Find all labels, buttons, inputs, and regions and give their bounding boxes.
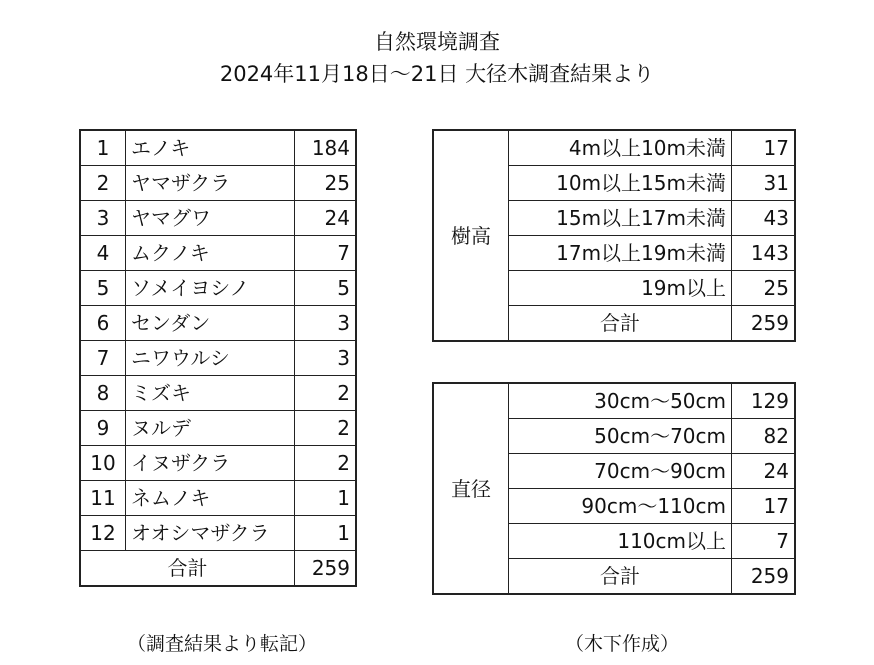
category-label: 樹高 [433, 130, 509, 341]
table-row [433, 130, 795, 166]
total-count: 259 [732, 559, 796, 595]
species-name: イヌザクラ [126, 446, 295, 481]
total-count: 259 [295, 551, 357, 587]
height-table [432, 129, 796, 342]
species-count: 1 [295, 481, 357, 516]
total-count: 259 [732, 306, 796, 342]
species-number: 1 [80, 130, 126, 166]
species-count: 25 [295, 166, 357, 201]
range-label: 70cm〜90cm [509, 454, 732, 489]
document-subtitle: 2024年11月18日〜21日 大径木調査結果より [219, 62, 655, 86]
species-name: ヤマグワ [126, 201, 295, 236]
species-number: 10 [80, 446, 126, 481]
species-name: オオシマザクラ [126, 516, 295, 551]
range-count: 17 [732, 489, 796, 524]
total-label: 合計 [509, 559, 732, 595]
document-title: 自然環境調査 [374, 30, 500, 54]
species-number: 11 [80, 481, 126, 516]
range-label: 10m以上15m未満 [509, 166, 732, 201]
range-label: 4m以上10m未満 [509, 130, 732, 166]
species-count: 2 [295, 376, 357, 411]
species-number: 4 [80, 236, 126, 271]
species-count: 3 [295, 306, 357, 341]
source-note: （調査結果より転記） [127, 633, 318, 655]
table-row [80, 236, 356, 271]
table-row [80, 446, 356, 481]
species-name: ソメイヨシノ [126, 271, 295, 306]
range-count: 31 [732, 166, 796, 201]
table-row [80, 516, 356, 551]
range-count: 82 [732, 419, 796, 454]
category-label: 直径 [433, 383, 509, 594]
range-label: 110cm以上 [509, 524, 732, 559]
species-count: 184 [295, 130, 357, 166]
range-count: 17 [732, 130, 796, 166]
total-label: 合計 [80, 551, 295, 587]
range-count: 24 [732, 454, 796, 489]
species-number: 12 [80, 516, 126, 551]
species-number: 7 [80, 341, 126, 376]
species-table [79, 129, 357, 587]
range-label: 50cm〜70cm [509, 419, 732, 454]
range-count: 129 [732, 383, 796, 419]
diameter-table [432, 382, 796, 595]
range-label: 30cm〜50cm [509, 383, 732, 419]
table-row [80, 481, 356, 516]
species-number: 2 [80, 166, 126, 201]
species-count: 24 [295, 201, 357, 236]
species-name: ネムノキ [126, 481, 295, 516]
total-label: 合計 [509, 306, 732, 342]
species-number: 9 [80, 411, 126, 446]
table-row [80, 411, 356, 446]
table-row [80, 201, 356, 236]
table-row [80, 130, 356, 166]
table-row [80, 166, 356, 201]
species-name: エノキ [126, 130, 295, 166]
species-name: ムクノキ [126, 236, 295, 271]
range-count: 7 [732, 524, 796, 559]
species-name: ヤマザクラ [126, 166, 295, 201]
table-row [80, 341, 356, 376]
author-note: （木下作成） [565, 633, 680, 655]
species-count: 1 [295, 516, 357, 551]
species-name: センダン [126, 306, 295, 341]
species-number: 3 [80, 201, 126, 236]
species-number: 6 [80, 306, 126, 341]
species-number: 5 [80, 271, 126, 306]
range-label: 19m以上 [509, 271, 732, 306]
species-name: ミズキ [126, 376, 295, 411]
range-label: 15m以上17m未満 [509, 201, 732, 236]
total-row [80, 551, 356, 587]
table-row [80, 306, 356, 341]
species-name: ヌルデ [126, 411, 295, 446]
table-row [80, 271, 356, 306]
species-count: 2 [295, 411, 357, 446]
species-name: ニワウルシ [126, 341, 295, 376]
range-label: 90cm〜110cm [509, 489, 732, 524]
range-count: 25 [732, 271, 796, 306]
species-count: 5 [295, 271, 357, 306]
range-count: 43 [732, 201, 796, 236]
species-count: 2 [295, 446, 357, 481]
range-label: 17m以上19m未満 [509, 236, 732, 271]
range-count: 143 [732, 236, 796, 271]
species-number: 8 [80, 376, 126, 411]
table-row [433, 383, 795, 419]
species-count: 7 [295, 236, 357, 271]
table-row [80, 376, 356, 411]
species-count: 3 [295, 341, 357, 376]
